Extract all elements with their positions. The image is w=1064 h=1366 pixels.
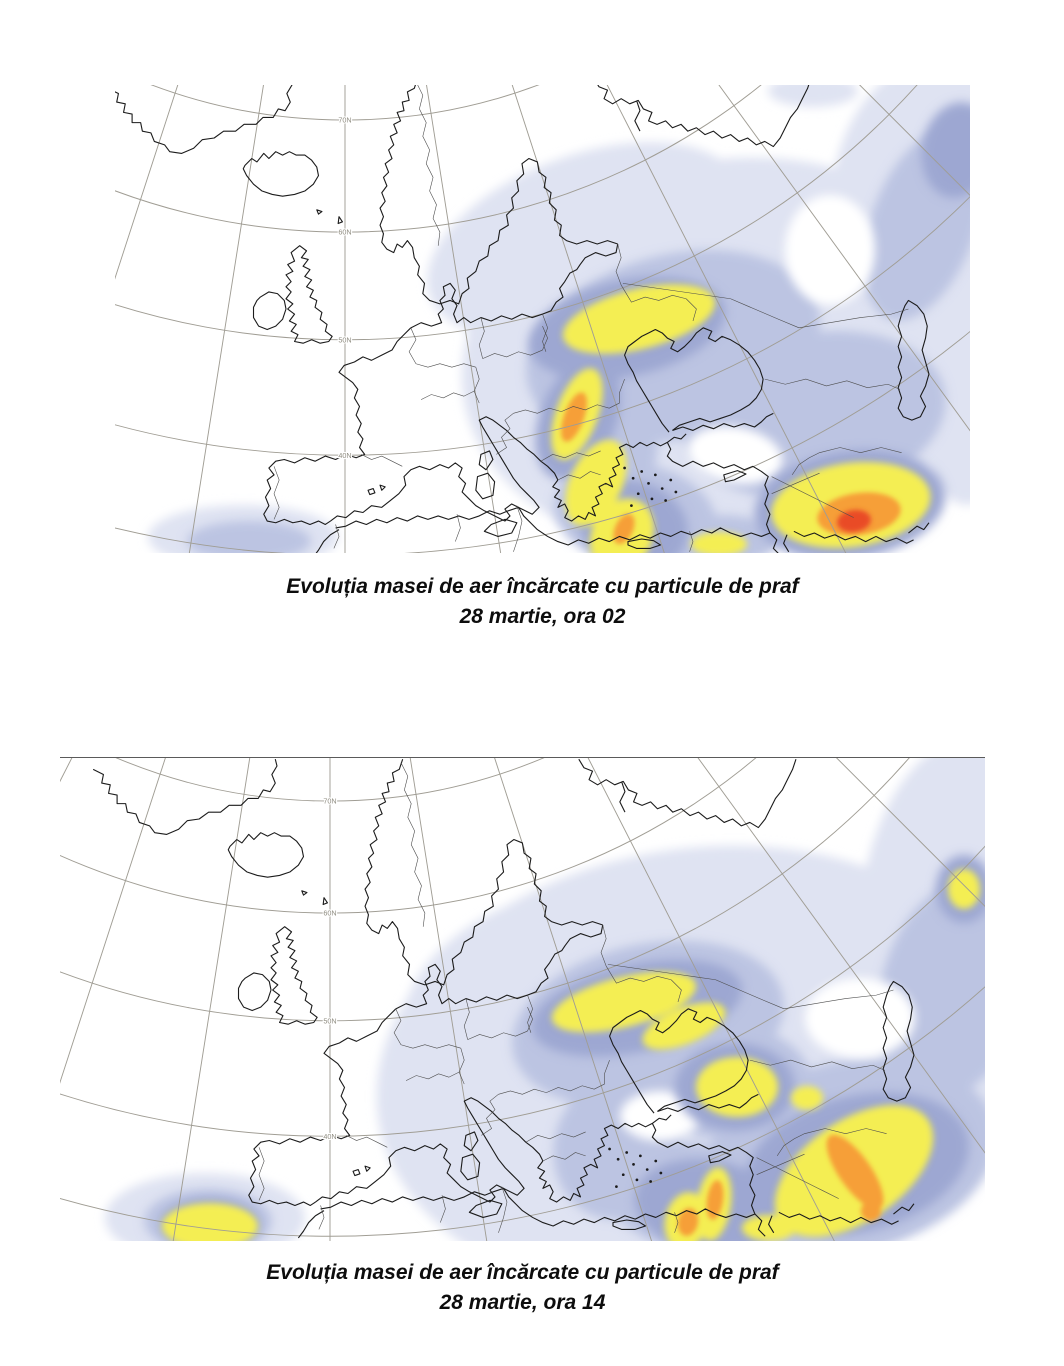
latitude-label: 70N bbox=[323, 796, 337, 806]
map2-caption-title: Evoluția masei de aer încărcate cu particule de praf bbox=[266, 1261, 779, 1284]
map1-caption-time: 28 martie, ora 02 bbox=[459, 605, 626, 629]
latitude-label: 50N bbox=[338, 335, 352, 345]
map2-caption bbox=[60, 1258, 985, 1319]
latitude-label: 70N bbox=[338, 115, 352, 125]
map2-caption-time: 28 martie, ora 14 bbox=[439, 1291, 606, 1315]
dust-map-2 bbox=[60, 757, 985, 1241]
dust-concentration-layer bbox=[105, 757, 985, 1241]
map1-caption bbox=[115, 572, 970, 633]
dust-map-1 bbox=[115, 85, 970, 553]
latitude-label: 40N bbox=[323, 1131, 337, 1141]
latitude-label: 40N bbox=[338, 450, 352, 460]
dust-map-figure-2 bbox=[60, 757, 985, 1241]
map1-caption-title: Evoluția masei de aer încărcate cu particule de praf bbox=[286, 575, 799, 598]
latitude-label: 50N bbox=[323, 1016, 337, 1026]
dust-concentration-layer bbox=[148, 85, 970, 553]
dust-map-figure-1 bbox=[115, 85, 970, 553]
latitude-label: 60N bbox=[323, 908, 337, 918]
latitude-label: 60N bbox=[338, 227, 352, 237]
